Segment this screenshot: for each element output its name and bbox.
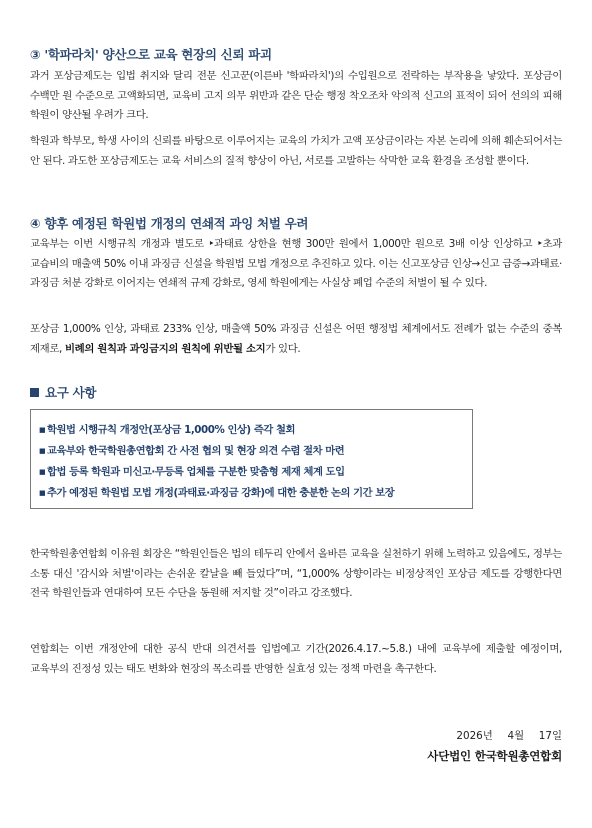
date-day: 17일 bbox=[538, 730, 562, 742]
section3-title: ③ '학파라치' 양산으로 교육 현장의 신뢰 파괴 bbox=[30, 47, 272, 62]
request-item-text: 합법 등록 학원과 미신고·무등록 업체를 구분한 맞춤형 제재 체계 도입 bbox=[47, 466, 345, 478]
closing-paragraph: 연합회는 이번 개정안에 대한 공식 반대 의견서를 입법예고 기간(2026.4.17.~5.8.) 내에 교육부에 제출할 예정이며, 교육부의 진정성 있는 태도 변화와 현장의 목소리를 반영한 실효성 있는 정책 마련을 촉구한다. bbox=[30, 643, 562, 675]
section4-paragraph-2-end: 가 있다. bbox=[265, 342, 301, 355]
square-bullet-icon: ■ bbox=[39, 489, 46, 497]
request-item bbox=[39, 462, 466, 483]
section3-paragraph-2: 학원과 학부모, 학생 사이의 신뢰를 바탕으로 이루어지는 교육의 가치가 고액 포상금이라는 자본 논리에 의해 훼손되어서는 안 된다. 과도한 포상금제도는 교육 서비스의 질적 향상이 아닌, 서로를 고발하는 삭막한 교육 환경을 조성할 뿐이다. bbox=[30, 135, 562, 167]
square-bullet-icon: ■ bbox=[39, 468, 46, 476]
section3-paragraph-1: 과거 포상금제도는 입법 취지와 달리 전문 신고꾼(이른바 '학파라치')의 수입원으로 전락하는 부작용을 낳았다. 포상금이 수백만 원 수준으로 고액화되면, 교육비 고지 의무 위반과 같은 단순 행정 착오조차 악의적 신고의 표적이 되어 선의의 피해 학원이 양산될 우려가 크다. bbox=[30, 70, 562, 121]
request-item bbox=[39, 483, 466, 504]
square-bullet-icon: ■ bbox=[39, 447, 46, 455]
release-date bbox=[456, 727, 562, 742]
organization-name: 사단법인 한국학원총연합회 bbox=[427, 749, 562, 763]
section4-paragraph-1: 교육부는 이번 시행규칙 개정과 별도로 ‣과태료 상한을 현행 300만 원에서 1,000만 원으로 3배 이상 인상하고 ‣초과 교습비의 매출액 50% 이내 과징금 신설을 학원법 모법 개정으로 추진하고 있다. 이는 신고포상금 인상→신고 급증→과태료·과징금 처분 강화로 이어지는 연쇄적 규제 강화로, 영세 학원에게는 사실상 폐업 수준의 처벌이 될 수 있다. bbox=[30, 238, 562, 289]
request-item-text: 학원법 시행규칙 개정안(포상금 1,000% 인상) 즉각 철회 bbox=[47, 424, 295, 436]
section4-paragraph-2 bbox=[30, 320, 562, 359]
quote-paragraph: 한국학원총연합회 이유원 회장은 “학원인들은 법의 테두리 안에서 올바른 교육을 실천하기 위해 노력하고 있음에도, 정부는 소통 대신 '감시와 처벌'이라는 손쉬운 칼날을 빼 들었다”며, “1,000% 상향이라는 비정상적인 포상금 제도를 강행한다면 전국 학원인들과 연대하여 모든 수단을 동원해 저지할 것”이라고 강조했다. bbox=[30, 548, 562, 599]
section4-title: ④ 향후 예정된 학원법 개정의 연쇄적 과잉 처벌 우려 bbox=[30, 216, 309, 231]
requests-box bbox=[30, 409, 473, 509]
request-item-text: 교육부와 한국학원총연합회 간 사전 협의 및 현장 의견 수렴 절차 마련 bbox=[47, 445, 345, 457]
date-month: 4월 bbox=[507, 730, 525, 742]
request-item bbox=[39, 420, 466, 441]
requests-heading-label: 요구 사항 bbox=[45, 385, 97, 400]
request-item bbox=[39, 441, 466, 462]
square-bullet-icon: ■ bbox=[39, 426, 46, 434]
section4-paragraph-2-text: 포상금 1,000% 인상, 과태료 233% 인상, 매출액 50% 과징금 신설은 어떤 행정법 체계에서도 전례가 없는 수준의 중복 제재로, bbox=[30, 323, 562, 355]
requests-heading bbox=[30, 383, 96, 401]
section4-paragraph-2-emphasis: 비례의 원칙과 과잉금지의 원칙에 위반될 소지 bbox=[64, 342, 266, 355]
square-bullet-icon bbox=[30, 388, 39, 397]
request-item-text: 추가 예정된 학원법 모법 개정(과태료·과징금 강화)에 대한 충분한 논의 기간 보장 bbox=[47, 487, 395, 499]
date-year: 2026년 bbox=[456, 730, 493, 742]
